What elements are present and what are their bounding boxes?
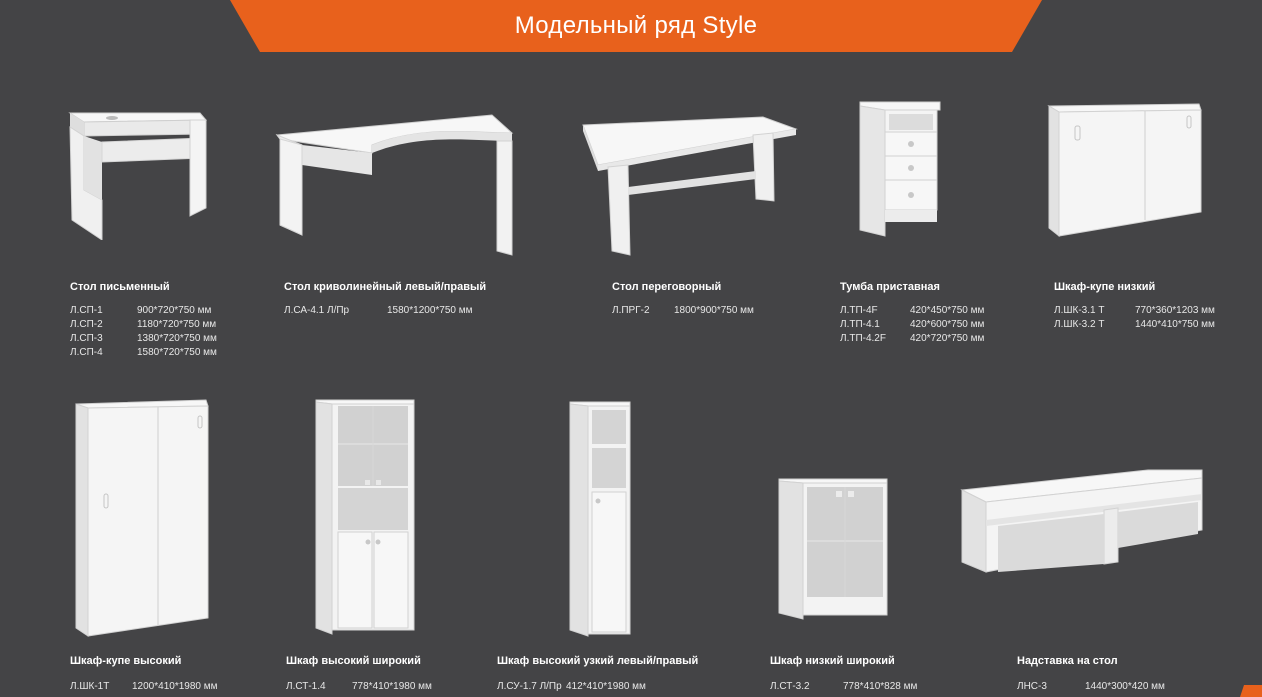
product-specs bbox=[70, 680, 218, 694]
spec-row bbox=[840, 318, 984, 332]
corner-accent bbox=[1240, 685, 1262, 697]
product-specs bbox=[612, 304, 754, 318]
spec-row bbox=[770, 680, 917, 694]
spec-row bbox=[612, 304, 754, 318]
spec-row bbox=[1017, 680, 1165, 694]
spec-row bbox=[1054, 318, 1215, 332]
product-code: Л.СП-3 bbox=[70, 333, 103, 344]
product-code: Л.СУ-1.7 Л/Пр bbox=[497, 681, 562, 692]
product-code: Л.ШК-3.2 Т bbox=[1054, 319, 1105, 330]
meeting-table-icon bbox=[578, 115, 803, 260]
spec-row bbox=[70, 346, 217, 360]
product-size: 778*410*828 мм bbox=[843, 681, 918, 692]
product-code: Л.ТП-4.1 bbox=[840, 319, 880, 330]
product-size: 1380*720*750 мм bbox=[137, 333, 217, 344]
product-name: Стол письменный bbox=[70, 281, 170, 293]
product-code: Л.ШК-1Т bbox=[70, 681, 110, 692]
low-wide-cabinet-icon bbox=[775, 475, 895, 621]
product-specs bbox=[1054, 304, 1215, 332]
product-name: Шкаф-купе низкий bbox=[1054, 281, 1156, 293]
product-name: Надставка на стол bbox=[1017, 655, 1118, 667]
spec-row bbox=[70, 304, 217, 318]
product-name: Тумба приставная bbox=[840, 281, 940, 293]
tall-sliding-wardrobe-icon bbox=[72, 398, 212, 638]
product-size: 420*600*750 мм bbox=[910, 319, 985, 330]
product-name: Шкаф высокий широкий bbox=[286, 655, 421, 667]
product-code: Л.ШК-3.1 Т bbox=[1054, 305, 1105, 316]
product-code: Л.СП-1 bbox=[70, 305, 103, 316]
product-size: 1440*300*420 мм bbox=[1085, 681, 1165, 692]
product-code: Л.ТП-4F bbox=[840, 305, 878, 316]
product-size: 1440*410*750 мм bbox=[1135, 319, 1215, 330]
spec-row bbox=[70, 332, 217, 346]
product-size: 1200*410*1980 мм bbox=[132, 681, 218, 692]
product-specs bbox=[286, 680, 432, 694]
product-size: 900*720*750 мм bbox=[137, 305, 212, 316]
product-name: Шкаф-купе высокий bbox=[70, 655, 182, 667]
product-code: Л.СА-4.1 Л/Пр bbox=[284, 305, 350, 316]
product-specs bbox=[284, 304, 473, 318]
spec-row bbox=[840, 304, 984, 318]
product-size: 778*410*1980 мм bbox=[352, 681, 432, 692]
product-size: 1580*1200*750 мм bbox=[387, 305, 473, 316]
product-name: Шкаф высокий узкий левый/правый bbox=[497, 655, 699, 667]
spec-row bbox=[284, 304, 473, 318]
product-code: Л.ПРГ-2 bbox=[612, 305, 650, 316]
product-size: 770*360*1203 мм bbox=[1135, 305, 1215, 316]
product-code: ЛНС-3 bbox=[1017, 681, 1047, 692]
product-size: 412*410*1980 мм bbox=[566, 681, 646, 692]
product-code: Л.СП-2 bbox=[70, 319, 103, 330]
desk-hutch-icon bbox=[958, 466, 1208, 576]
product-code: Л.ТП-4.2F bbox=[840, 333, 886, 344]
tall-narrow-cabinet-icon bbox=[566, 398, 636, 638]
desk-icon bbox=[62, 100, 212, 240]
product-name: Стол криволинейный левый/правый bbox=[284, 281, 487, 293]
spec-row bbox=[70, 318, 217, 332]
page-title: Модельный ряд Style bbox=[514, 12, 758, 39]
product-name: Шкаф низкий широкий bbox=[770, 655, 895, 667]
product-code: Л.СП-4 bbox=[70, 347, 103, 358]
product-code: Л.СТ-3.2 bbox=[770, 681, 810, 692]
product-specs bbox=[840, 304, 984, 346]
product-size: 1580*720*750 мм bbox=[137, 347, 217, 358]
product-size: 420*720*750 мм bbox=[910, 333, 985, 344]
spec-row bbox=[286, 680, 432, 694]
title-banner bbox=[230, 0, 1042, 52]
tall-wide-cabinet-icon bbox=[312, 396, 420, 636]
product-name: Стол переговорный bbox=[612, 281, 722, 293]
product-size: 1800*900*750 мм bbox=[674, 305, 754, 316]
spec-row bbox=[70, 680, 218, 694]
product-code: Л.СТ-1.4 bbox=[286, 681, 326, 692]
spec-row bbox=[497, 680, 646, 694]
product-specs bbox=[1017, 680, 1165, 694]
low-sliding-wardrobe-icon bbox=[1045, 100, 1205, 240]
drawer-unit-icon bbox=[855, 100, 945, 240]
product-specs bbox=[770, 680, 917, 694]
product-size: 420*450*750 мм bbox=[910, 305, 985, 316]
curved-desk-icon bbox=[272, 105, 522, 265]
product-size: 1180*720*750 мм bbox=[137, 319, 217, 330]
spec-row bbox=[1054, 304, 1215, 318]
spec-row bbox=[840, 332, 984, 346]
product-specs bbox=[497, 680, 646, 694]
product-specs bbox=[70, 304, 217, 360]
